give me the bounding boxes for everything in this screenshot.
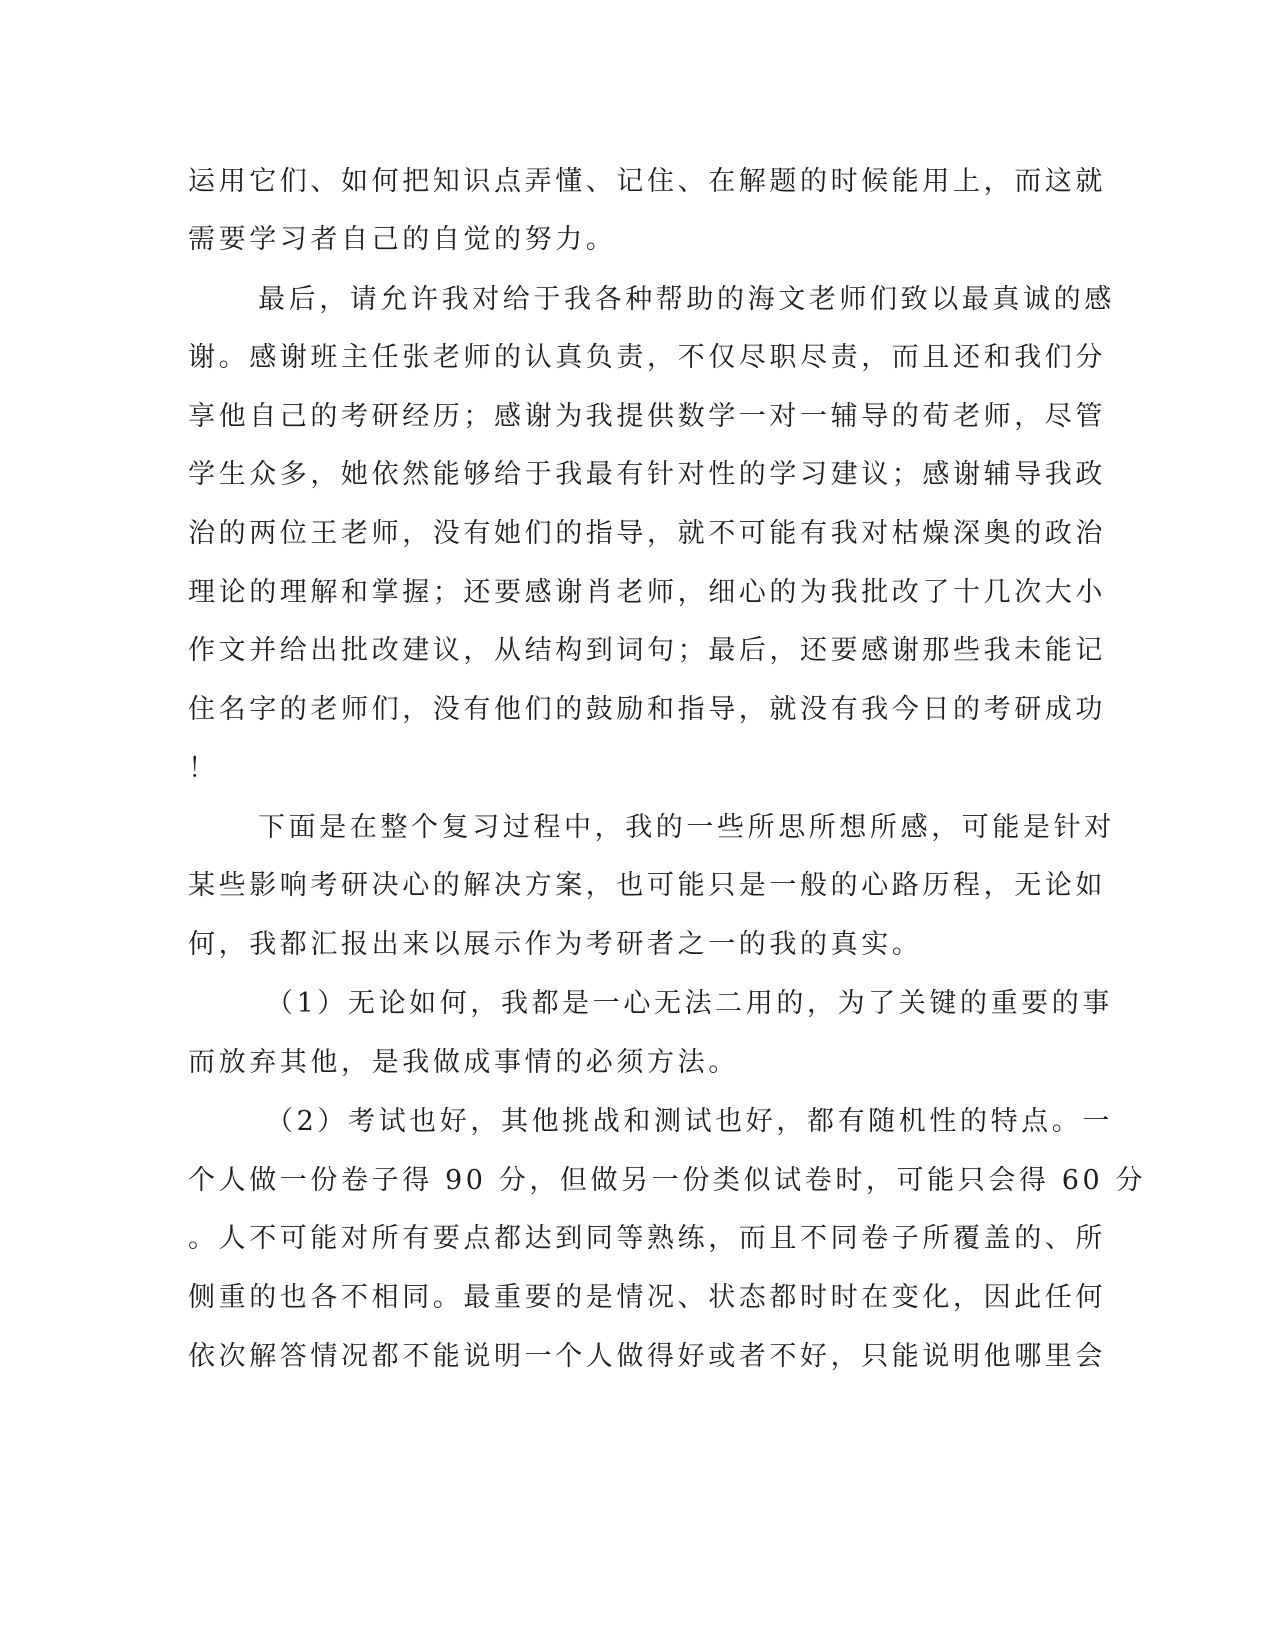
- text-line: 何，我都汇报出来以展示作为考研者之一的我的真实。: [188, 929, 923, 960]
- text-line: 侧重的也各不相同。最重要的是情况、状态都时时在变化，因此任何: [188, 1282, 1106, 1313]
- text-line: 享他自己的考研经历；感谢为我提供数学一对一辅导的荀老师，尽管: [188, 401, 1106, 432]
- list-item-line: （1）无论如何，我都是一心无法二用的，为了关键的重要的事: [266, 988, 1113, 1019]
- text-line: 谢。感谢班主任张老师的认真负责，不仅尽职尽责，而且还和我们分: [188, 342, 1106, 373]
- text-line: 个人做一份卷子得 90 分，但做另一份类似试卷时，可能只会得 60 分: [188, 1165, 1147, 1196]
- text-line: 住名字的老师们，没有他们的鼓励和指导，就没有我今日的考研成功: [188, 694, 1106, 725]
- text-line: 治的两位王老师，没有她们的指导，就不可能有我对枯燥深奥的政治: [188, 518, 1106, 549]
- text-line: 依次解答情况都不能说明一个人做得好或者不好，只能说明他哪里会: [188, 1341, 1106, 1372]
- text-line: 运用它们、如何把知识点弄懂、记住、在解题的时候能用上，而这就: [188, 166, 1106, 197]
- list-item-line: （2）考试也好，其他挑战和测试也好，都有随机性的特点。一: [266, 1106, 1113, 1137]
- text-line: 某些影响考研决心的解决方案，也可能只是一般的心路历程，无论如: [188, 870, 1106, 901]
- text-line: 学生众多，她依然能够给于我最有针对性的学习建议；感谢辅导我政: [188, 459, 1106, 490]
- paragraph-start-line: 下面是在整个复习过程中，我的一些所思所想所感，可能是针对: [258, 812, 1115, 843]
- text-line: 而放弃其他，是我做成事情的必须方法。: [188, 1047, 739, 1078]
- text-line: 作文并给出批改建议，从结构到词句；最后，还要感谢那些我未能记: [188, 635, 1106, 666]
- text-line: 理论的理解和掌握；还要感谢肖老师，细心的为我批改了十几次大小: [188, 577, 1106, 608]
- text-line: 。人不可能对所有要点都达到同等熟练，而且不同卷子所覆盖的、所: [188, 1223, 1106, 1254]
- text-line: 需要学习者自己的自觉的努力。: [188, 224, 617, 255]
- text-line: ！: [188, 753, 219, 784]
- paragraph-start-line: 最后，请允许我对给于我各种帮助的海文老师们致以最真诚的感: [258, 284, 1115, 315]
